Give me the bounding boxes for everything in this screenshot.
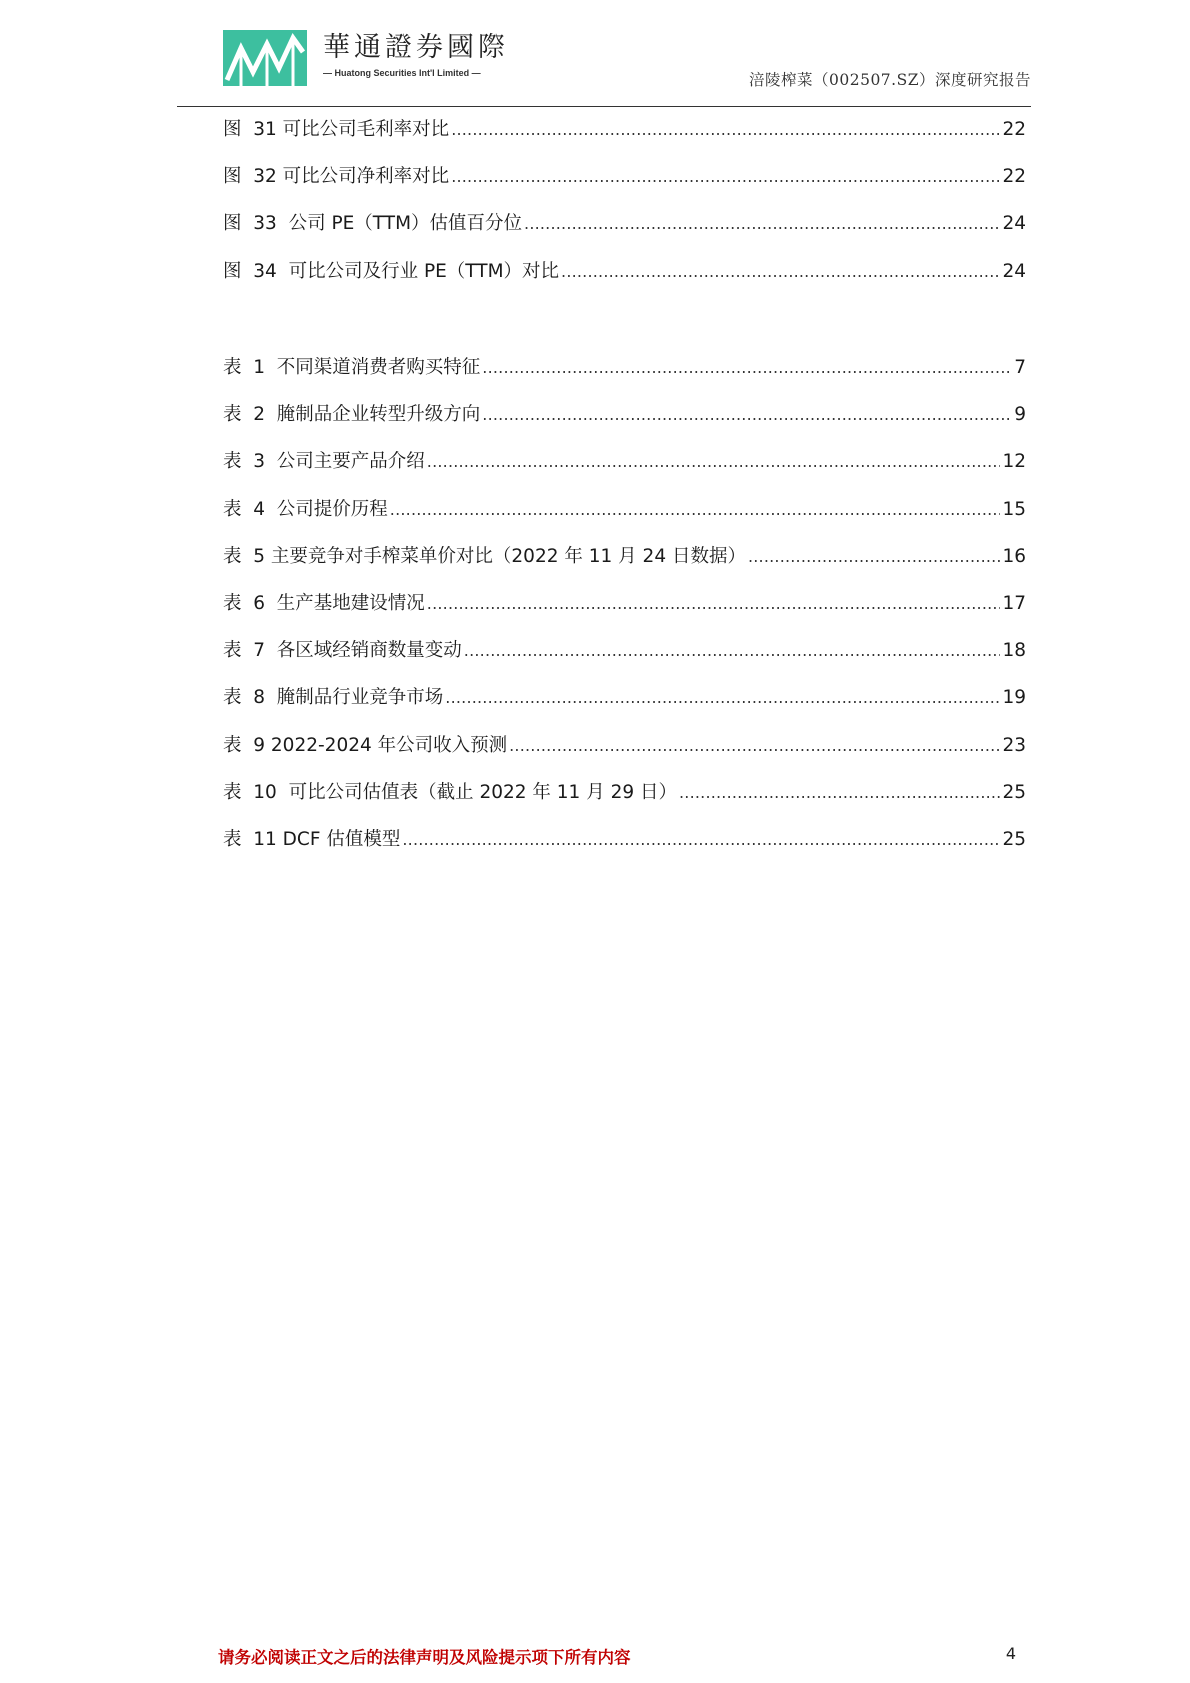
table-entry-label[interactable]: 表 8 腌制品行业竞争市场 bbox=[223, 687, 444, 709]
table-entry-page[interactable]: 25 bbox=[1002, 781, 1026, 803]
dot-leader bbox=[451, 166, 1000, 188]
table-entry-page[interactable]: 7 bbox=[1014, 357, 1026, 378]
table-entry[interactable] bbox=[223, 735, 1026, 782]
figure-entry-label[interactable]: 图 32 可比公司净利率对比 bbox=[223, 166, 450, 188]
page-header bbox=[177, 26, 1031, 106]
figure-entry[interactable] bbox=[223, 166, 1026, 213]
figure-entry-page[interactable]: 22 bbox=[1002, 166, 1026, 188]
table-entry-page[interactable]: 23 bbox=[1002, 734, 1026, 756]
figure-entry[interactable] bbox=[223, 213, 1026, 260]
company-name-cn: 華通證券國際 bbox=[323, 32, 509, 63]
huatong-logo-icon bbox=[223, 30, 307, 86]
table-entry-label[interactable]: 表 3 公司主要产品介绍 bbox=[223, 451, 425, 473]
dot-leader bbox=[445, 687, 1000, 709]
table-entry-page[interactable]: 18 bbox=[1002, 640, 1026, 662]
table-entry-label[interactable]: 表 5 主要竞争对手榨菜单价对比（2022 年 11 月 24 日数据） bbox=[223, 545, 746, 567]
dot-leader bbox=[509, 735, 1000, 757]
dot-leader bbox=[679, 782, 1000, 804]
table-entry-label[interactable]: 表 6 生产基地建设情况 bbox=[223, 592, 425, 614]
dot-leader bbox=[748, 546, 1000, 568]
dot-leader bbox=[464, 640, 1001, 662]
table-entry[interactable] bbox=[223, 404, 1026, 451]
table-entry[interactable] bbox=[223, 782, 1026, 829]
figure-entry-label[interactable]: 图 34 可比公司及行业 PE（TTM）对比 bbox=[223, 260, 560, 282]
figure-entry-label[interactable]: 图 31 可比公司毛利率对比 bbox=[223, 119, 450, 140]
dot-leader bbox=[482, 404, 1012, 426]
table-index-list bbox=[223, 357, 1026, 876]
figure-entry-page[interactable]: 22 bbox=[1002, 119, 1026, 140]
figure-index-list bbox=[223, 119, 1026, 308]
figure-entry-page[interactable]: 24 bbox=[1002, 260, 1026, 282]
table-entry-page[interactable]: 25 bbox=[1002, 828, 1026, 850]
company-name-en: — Huatong Securities Int'l Limited — bbox=[323, 68, 481, 78]
table-entry[interactable] bbox=[223, 357, 1026, 404]
dot-leader bbox=[390, 499, 1001, 521]
table-entry[interactable] bbox=[223, 687, 1026, 734]
dot-leader bbox=[524, 213, 1000, 235]
table-entry-page[interactable]: 9 bbox=[1014, 404, 1026, 426]
dot-leader bbox=[451, 119, 1000, 141]
table-entry[interactable] bbox=[223, 546, 1026, 593]
table-entry-label[interactable]: 表 7 各区域经销商数量变动 bbox=[223, 640, 462, 662]
dot-leader bbox=[427, 451, 1001, 473]
table-entry-label[interactable]: 表 9 2022-2024 年公司收入预测 bbox=[223, 734, 508, 756]
table-entry-page[interactable]: 15 bbox=[1002, 498, 1026, 520]
table-entry[interactable] bbox=[223, 451, 1026, 498]
table-entry-page[interactable]: 17 bbox=[1002, 592, 1026, 614]
page-number: 4 bbox=[1005, 1644, 1016, 1663]
table-entry-label[interactable]: 表 2 腌制品企业转型升级方向 bbox=[223, 404, 481, 426]
company-name-block bbox=[323, 32, 509, 78]
figure-entry-label[interactable]: 图 33 公司 PE（TTM）估值百分位 bbox=[223, 213, 523, 235]
table-entry-label[interactable]: 表 11 DCF 估值模型 bbox=[223, 828, 401, 850]
legal-disclaimer: 请务必阅读正文之后的法律声明及风险提示项下所有内容 bbox=[218, 1648, 631, 1667]
table-entry-page[interactable]: 19 bbox=[1002, 687, 1026, 709]
table-entry-page[interactable]: 16 bbox=[1002, 545, 1026, 567]
figure-entry-page[interactable]: 24 bbox=[1002, 213, 1026, 235]
table-entry-label[interactable]: 表 10 可比公司估值表（截止 2022 年 11 月 29 日） bbox=[223, 781, 678, 803]
table-entry[interactable] bbox=[223, 829, 1026, 876]
figure-entry[interactable] bbox=[223, 119, 1026, 166]
header-divider bbox=[177, 106, 1031, 107]
table-entry[interactable] bbox=[223, 640, 1026, 687]
dot-leader bbox=[427, 593, 1001, 615]
table-entry[interactable] bbox=[223, 499, 1026, 546]
dot-leader bbox=[482, 357, 1012, 379]
table-entry-label[interactable]: 表 4 公司提价历程 bbox=[223, 498, 388, 520]
dot-leader bbox=[561, 261, 1000, 283]
figure-entry[interactable] bbox=[223, 261, 1026, 308]
table-entry-page[interactable]: 12 bbox=[1002, 451, 1026, 473]
table-entry-label[interactable]: 表 1 不同渠道消费者购买特征 bbox=[223, 357, 481, 378]
table-entry[interactable] bbox=[223, 593, 1026, 640]
report-title: 涪陵榨菜（002507.SZ）深度研究报告 bbox=[749, 71, 1031, 89]
dot-leader bbox=[402, 829, 1000, 851]
